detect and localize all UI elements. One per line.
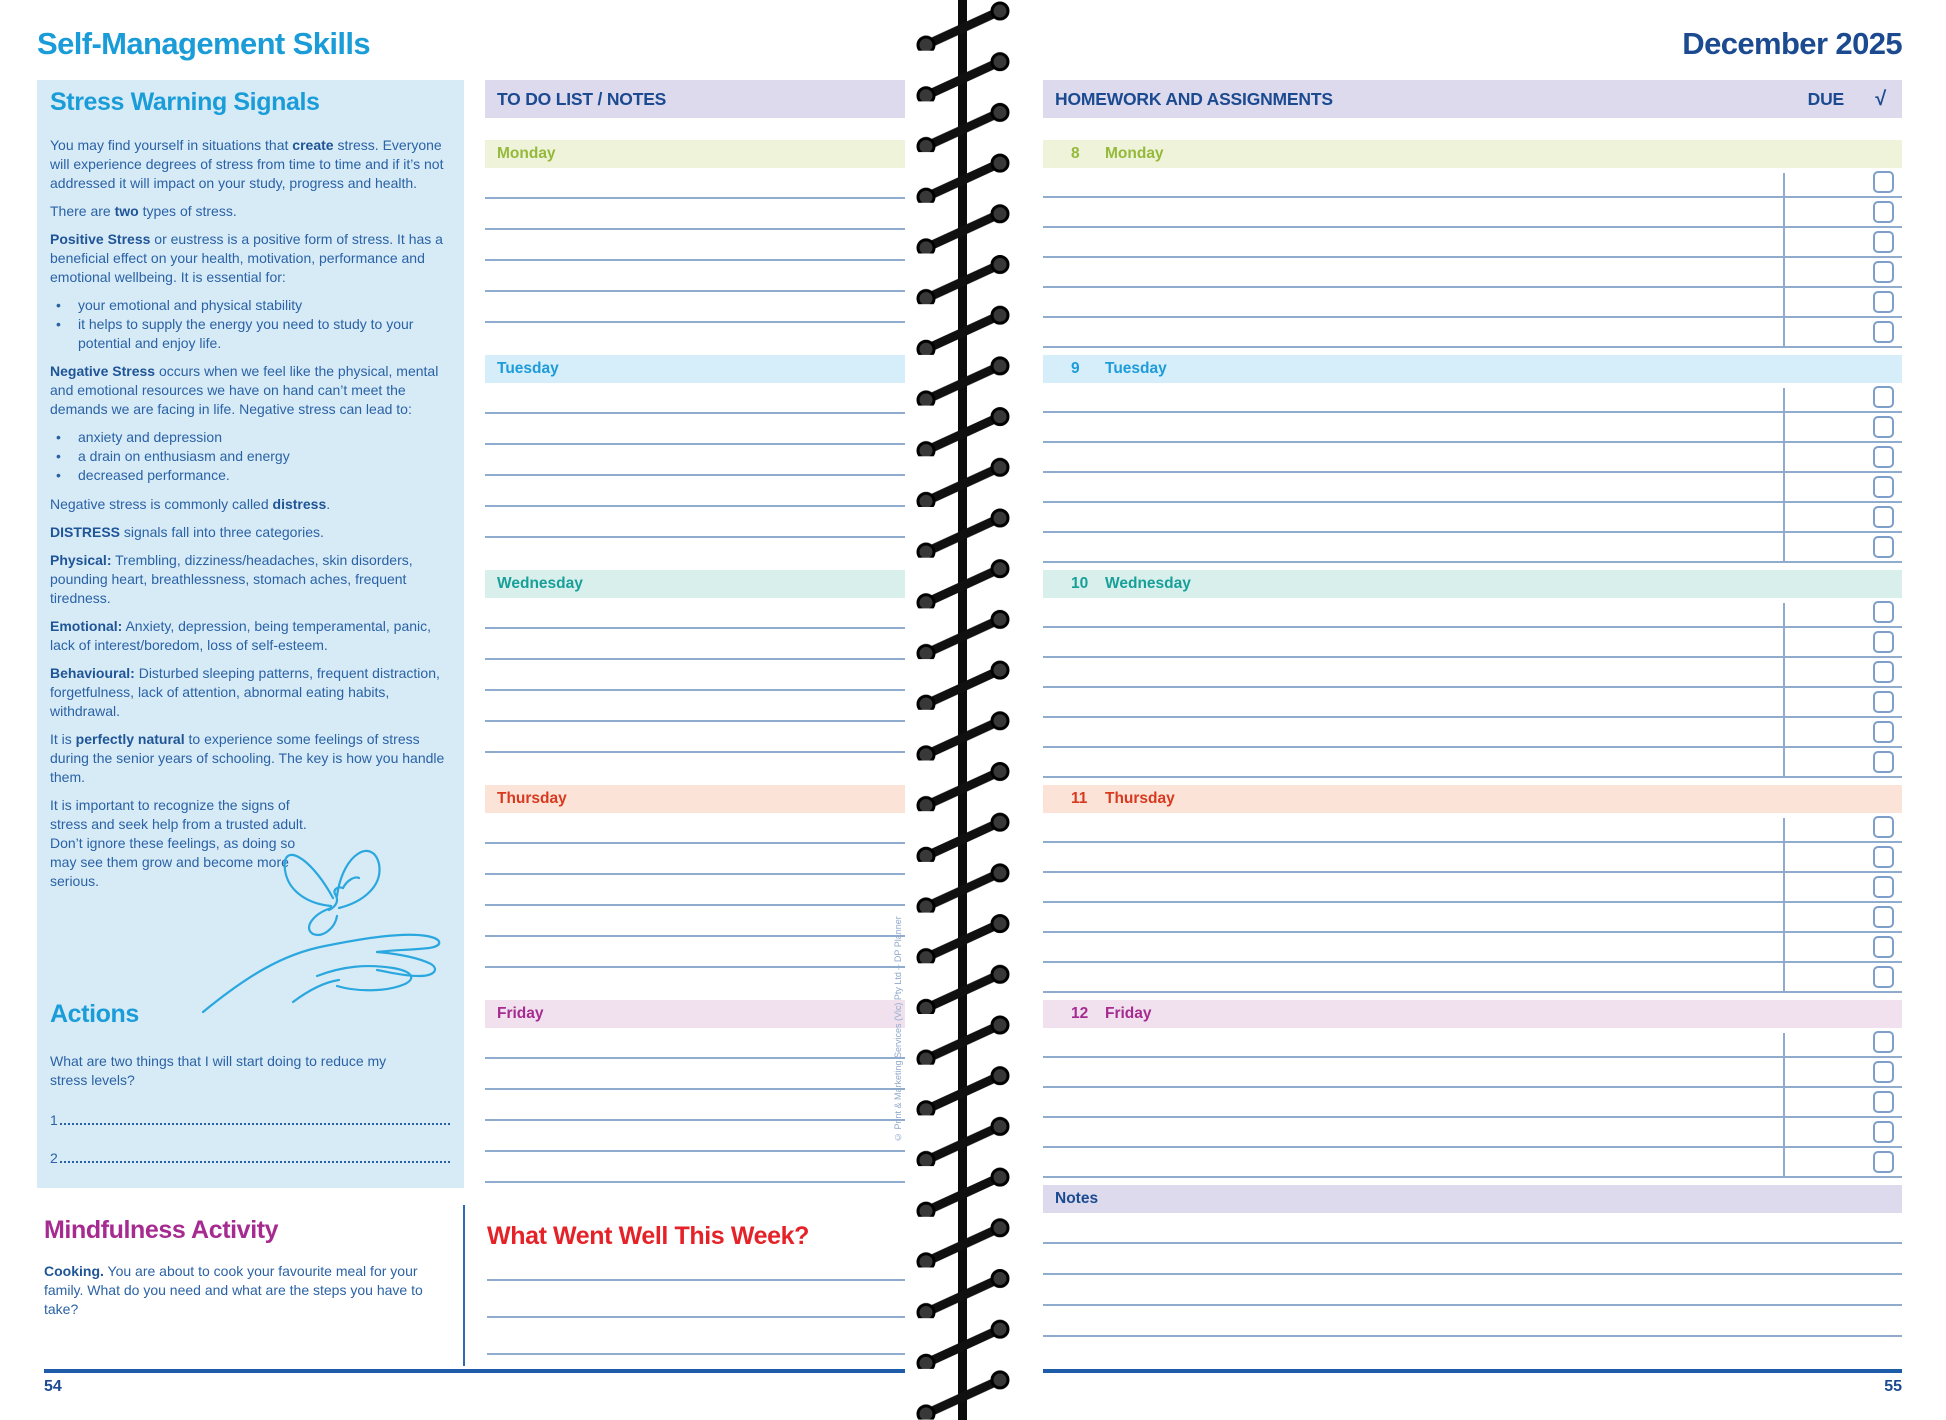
ruled-line [1043,198,1902,228]
due-column-divider [1783,603,1785,778]
bullet-icon: • [56,316,61,333]
homework-day-block-tuesday [1043,355,1902,563]
ruled-line [1043,1148,1902,1178]
ruled-line [485,813,905,844]
paragraph [50,230,452,287]
ruled-line [1043,288,1902,318]
notes-ruled-line [1043,1275,1902,1306]
ruled-line [485,875,905,906]
checkbox[interactable] [1873,446,1894,468]
ruled-line [1043,963,1902,993]
paragraph [50,617,452,655]
todo-day-block-friday [485,1000,905,1183]
day-band [485,570,905,598]
bold-text: Cooking. [44,1263,104,1279]
text: It is [50,730,76,747]
day-label: Thursday [497,790,567,807]
checkbox[interactable] [1873,751,1894,773]
ruled-line [485,629,905,660]
checkbox[interactable] [1873,201,1894,223]
text: occurs when we feel like the physical, mental and emotional resources we have on hand can’t meet the demands we are facing in life. Negative stress can lead to: [50,363,439,418]
homework-header-label: HOMEWORK AND ASSIGNMENTS [1055,88,1333,109]
bullet-text: a drain on enthusiasm and energy [78,448,290,465]
text: signals fall into three categories. [120,523,324,540]
stress-warning-box [37,80,464,1188]
day-label: Monday [497,145,556,162]
bullet-icon: • [56,297,61,314]
bullet-icon: • [56,467,61,484]
todo-list-header-label: TO DO LIST / NOTES [497,88,667,109]
bold-text: Behavioural: [50,664,135,681]
checkbox[interactable] [1873,1151,1894,1173]
checkbox[interactable] [1873,601,1894,623]
ruled-line [1043,628,1902,658]
text: You are about to cook your favourite meal for your family. What do you need and what are the steps you have to take? [44,1263,423,1318]
day-band [1043,785,1902,813]
checkbox[interactable] [1873,721,1894,743]
homework-rows [1043,813,1902,993]
checkbox[interactable] [1873,536,1894,558]
ruled-line [1043,228,1902,258]
checkbox[interactable] [1873,906,1894,928]
text: or eustress is a positive form of stress. It has a beneficial effect on your health, motivation, performance and emotional wellbeing. It is essential for: [50,231,443,286]
day-date: 9 [1071,360,1080,377]
homework-rows [1043,598,1902,778]
ruled-line [485,691,905,722]
review-ruled-line [487,1281,905,1318]
actions-question: What are two things that I will start doing to reduce my stress levels? [50,1053,387,1089]
ruled-line [485,1152,905,1183]
text: It is important to recognize the signs of stress and seek help from a trusted adult. Don’t ignore these feelings, as doing so may see them grow and become more serious. [50,796,307,890]
day-band [485,785,905,813]
homework-day-block-monday [1043,140,1902,348]
ruled-line [485,1121,905,1152]
bold-text: Positive Stress [50,231,151,248]
ruled-line [485,168,905,199]
ruled-line [485,445,905,476]
day-band [485,355,905,383]
bold-text: create [292,137,334,153]
todo-list-header [485,80,905,118]
ruled-line [485,414,905,445]
text: You may find yourself in situations that [50,137,293,153]
ruled-line [485,906,905,937]
text: Trembling, dizziness/headaches, skin disorders, pounding heart, breathlessness, stomach aches, frequent tiredness. [50,551,413,606]
bold-text: Physical: [50,551,112,568]
bullet-list [50,428,452,485]
bullet-text: it helps to supply the energy you need to study to your potential and enjoy life. [78,316,414,352]
paragraph [50,495,452,514]
checkbox[interactable] [1873,691,1894,713]
ruled-line [1043,658,1902,688]
bullet-item [50,428,452,447]
notes-band [1043,1185,1902,1213]
action-write-line[interactable] [50,1108,450,1128]
ruled-line [485,261,905,292]
day-label: Monday [1105,145,1164,162]
paragraph [50,362,452,419]
ruled-line [1043,813,1902,843]
homework-rows [1043,1028,1902,1178]
ruled-line [485,844,905,875]
day-label: Friday [1105,1005,1152,1022]
bullet-text: decreased performance. [78,467,230,484]
bullet-item [50,296,452,315]
ruled-line [1043,688,1902,718]
mindfulness-body [44,1262,426,1319]
text: stress. Everyone will experience degrees of stress from time to time and if it’s not addressed it will impact on your study, progress and health. [50,137,444,192]
due-column-divider [1783,818,1785,993]
homework-day-block-wednesday [1043,570,1902,778]
checkbox[interactable] [1873,936,1894,958]
day-band [485,1000,905,1028]
due-column-divider [1783,1033,1785,1178]
checkbox[interactable] [1873,631,1894,653]
paragraph [50,730,452,787]
ruled-line [485,598,905,629]
checkbox[interactable] [1873,1091,1894,1113]
ruled-line [485,292,905,323]
homework-rows [1043,383,1902,563]
checkbox[interactable] [1873,231,1894,253]
ruled-line [485,1028,905,1059]
ruled-line [485,937,905,968]
review-ruled-line [487,1318,905,1355]
ruled-line [1043,503,1902,533]
paragraph [50,664,452,721]
day-label: Tuesday [1105,360,1167,377]
paragraph [50,136,452,193]
bold-text: DISTRESS [50,523,121,540]
todo-day-block-tuesday [485,355,905,538]
checkbox[interactable] [1873,966,1894,988]
bullet-list [50,296,452,353]
spiral-binding [908,0,1018,1420]
ruled-line [1043,1088,1902,1118]
day-label: Wednesday [1105,575,1191,592]
day-band [485,140,905,168]
notes-lines [1043,1213,1902,1337]
month-title: December 2025 [1682,26,1902,61]
checkbox[interactable] [1873,816,1894,838]
due-column-divider [1783,388,1785,563]
text: . [326,495,331,512]
day-label: Thursday [1105,790,1175,807]
butterfly-hand-illustration [197,836,459,1018]
week-review-lines [487,1244,905,1355]
day-date: 12 [1071,1005,1089,1022]
checkbox[interactable] [1873,321,1894,343]
checkbox[interactable] [1873,1031,1894,1053]
homework-day-block-thursday [1043,785,1902,993]
text: Disturbed sleeping patterns, frequent distraction, forgetfulness, lack of attention, abnormal eating habits, withdrawal. [50,664,440,719]
checkbox[interactable] [1873,846,1894,868]
ruled-line [1043,473,1902,503]
bold-text: Emotional: [50,617,123,634]
text: There are [50,203,115,220]
action-write-line[interactable] [50,1146,450,1166]
dotted-leader [60,1123,450,1125]
dotted-leader [60,1161,450,1163]
action-number: 2 [50,1150,58,1166]
ruled-line [485,1059,905,1090]
ruled-line [1043,748,1902,778]
day-band [1043,1000,1902,1028]
ruled-line [485,476,905,507]
ruled-line [485,722,905,753]
paragraph [50,523,452,542]
ruled-line [1043,1028,1902,1058]
day-band [1043,570,1902,598]
stress-box-heading: Stress Warning Signals [50,88,320,116]
ruled-line [1043,718,1902,748]
paragraph [50,202,452,221]
ruled-line [1043,533,1902,563]
todo-day-block-wednesday [485,570,905,753]
checkbox[interactable] [1873,506,1894,528]
todo-day-block-thursday [485,785,905,968]
bold-text: perfectly natural [75,730,185,747]
day-label: Wednesday [497,575,583,592]
ruled-line [1043,318,1902,348]
ruled-line [485,230,905,261]
bold-text: two [114,203,139,220]
due-column-label: DUE [1807,88,1844,109]
notes-ruled-line [1043,1306,1902,1337]
bullet-item [50,315,452,353]
section-divider [463,1205,465,1366]
left-page-number: 54 [44,1378,62,1395]
checkbox[interactable] [1873,876,1894,898]
actions-heading: Actions [50,1000,139,1028]
stress-box-body [50,136,452,900]
ruled-line [485,199,905,230]
day-label: Friday [497,1005,544,1022]
right-page-number: 55 [1884,1378,1902,1395]
bullet-text: anxiety and depression [78,429,222,446]
ruled-line [485,507,905,538]
due-column-divider [1783,173,1785,348]
week-review-heading: What Went Well This Week? [487,1222,809,1250]
homework-rows [1043,168,1902,348]
bullet-icon: • [56,448,61,465]
todo-day-block-monday [485,140,905,323]
day-band [1043,140,1902,168]
text: to experience some feelings of stress during the senior years of schooling. The key is how you handle them. [50,730,445,785]
bullet-icon: • [56,429,61,446]
ruled-line [1043,443,1902,473]
text: types of stress. [138,203,237,220]
day-date: 11 [1071,790,1088,807]
bullet-text: your emotional and physical stability [78,297,303,314]
action-number: 1 [50,1112,58,1128]
page-title: Self-Management Skills [37,26,371,61]
checkbox[interactable] [1873,416,1894,438]
notes-label: Notes [1055,1190,1099,1207]
checkbox[interactable] [1873,661,1894,683]
bold-text: distress [272,495,327,512]
ruled-line [1043,903,1902,933]
notes-ruled-line [1043,1213,1902,1244]
ruled-line [1043,843,1902,873]
ruled-line [1043,1118,1902,1148]
checkbox[interactable] [1873,386,1894,408]
day-band [1043,355,1902,383]
bullet-item [50,466,452,485]
bold-text: Negative Stress [50,363,156,380]
text: Negative stress is commonly called [50,495,273,512]
ruled-line [1043,413,1902,443]
ruled-line [485,660,905,691]
homework-header [1043,80,1902,118]
ruled-line [485,1090,905,1121]
right-footer-rule [1043,1369,1902,1373]
ruled-line [1043,168,1902,198]
checkbox[interactable] [1873,171,1894,193]
paragraph [50,551,452,608]
text: Anxiety, depression, being temperamental, panic, lack of interest/boredom, loss of self-esteem. [50,617,432,653]
ruled-line [1043,598,1902,628]
ruled-line [1043,1058,1902,1088]
day-date: 8 [1071,145,1080,162]
review-ruled-line [487,1244,905,1281]
day-label: Tuesday [497,360,559,377]
publisher-credit: © Print & Marketing Services (Vic) Pty Ltd – DP Planner [893,916,903,1142]
check-column-icon: √ [1875,87,1886,110]
checkbox[interactable] [1873,261,1894,283]
notes-ruled-line [1043,1244,1902,1275]
ruled-line [1043,873,1902,903]
ruled-line [485,383,905,414]
mindfulness-heading: Mindfulness Activity [44,1216,279,1244]
checkbox[interactable] [1873,1061,1894,1083]
checkbox[interactable] [1873,1121,1894,1143]
ruled-line [1043,933,1902,963]
checkbox[interactable] [1873,476,1894,498]
bullet-item [50,447,452,466]
checkbox[interactable] [1873,291,1894,313]
day-date: 10 [1071,575,1089,592]
homework-day-block-friday [1043,1000,1902,1178]
left-footer-rule [44,1369,905,1373]
ruled-line [1043,258,1902,288]
ruled-line [1043,383,1902,413]
